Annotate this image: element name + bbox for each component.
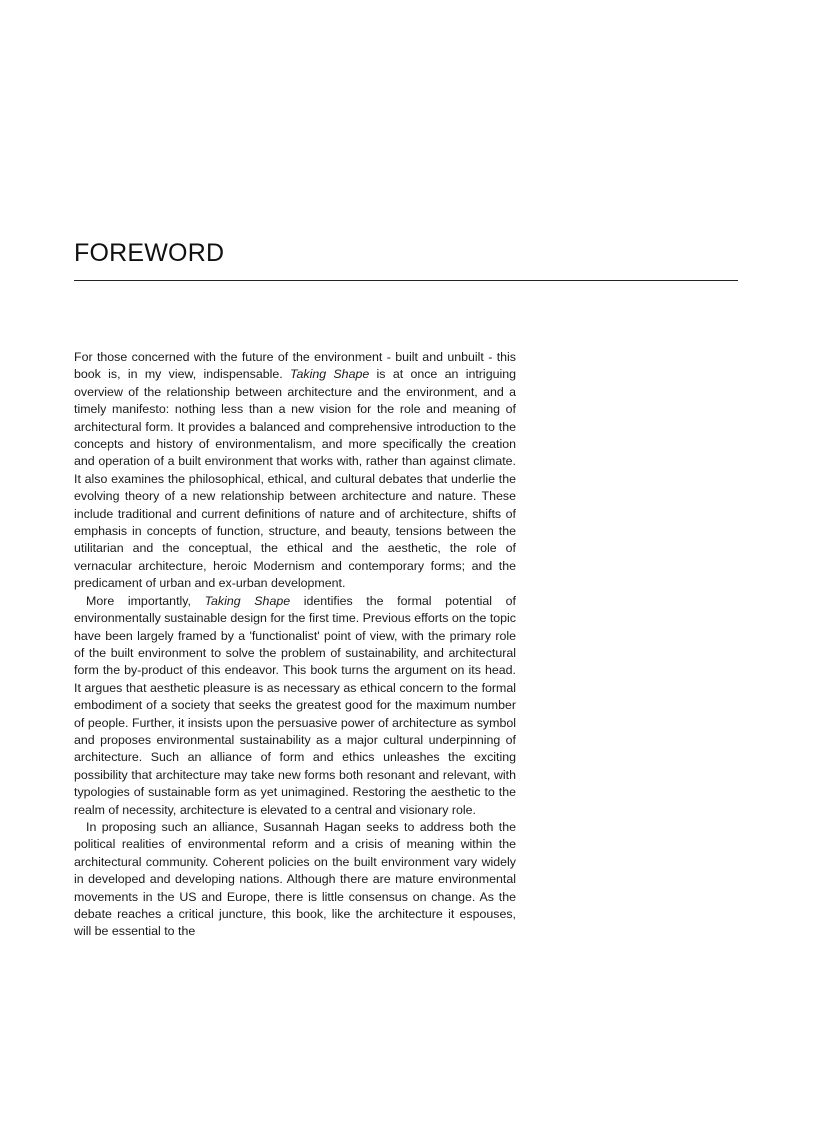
foreword-body <box>74 349 516 941</box>
page-heading: FOREWORD <box>74 239 225 267</box>
paragraph-2-text-cont: identifies the formal potential of environmentally sustainable design for the first time. Previous efforts on the topic have been largely framed by a 'functionalist' point of view, with the primary role of the built environment to solve the problem of sustainability, and architectural form the by-product of this endeavor. This book turns the argument on its head. It argues that aesthetic pleasure is as necessary as ethical concern to the formal embodiment of a society that seeks the greatest good for the maximum number of people. Further, it insists upon the persuasive power of architecture as symbol and proposes environmental sustainability as a major cultural underpinning of architecture. Such an alliance of form and ethics unleashes the exciting possibility that architecture may take new forms both resonant and relevant, with typologies of sustainable form as yet unimagined. Restoring the aesthetic to the realm of necessity, architecture is elevated to a central and visionary role. <box>74 593 516 817</box>
paragraph-3 <box>74 819 516 941</box>
paragraph-2-text: More importantly, <box>86 593 205 608</box>
paragraph-1-text-cont: is at once an intriguing overview of the relationship between architecture and the environment, and a timely manifesto: nothing less than a new vision for the role and meaning of architectural form. It provides a balanced and comprehensive introduction to the concepts and history of environmentalism, and more specifically the creation and operation of a built environment that works with, rather than against climate. It also examines the philosophical, ethical, and cultural debates that underlie the evolving theory of a new relationship between architecture and nature. These include traditional and current definitions of nature and of architecture, shifts of emphasis in concepts of function, structure, and beauty, tensions between the utilitarian and the conceptual, the ethical and the aesthetic, the role of vernacular architecture, heroic Modernism and contemporary forms; and the predicament of urban and ex-urban development. <box>74 367 517 591</box>
paragraph-1-text: For those concerned with the future of the environment - built and unbuilt - this book is, in my view, indispensable. <box>74 350 516 382</box>
paragraph-3-text: In proposing such an alliance, Susannah Hagan seeks to address both the political realities of environmental reform and a crisis of meaning within the architectural community. Coherent policies on the built environment vary widely in developed and developing nations. Although there are mature environmental movements in the US and Europe, there is little consensus on change. As the debate reaches a critical juncture, this book, like the architecture it espouses, will be essential to the <box>74 819 516 939</box>
heading-rule <box>74 280 738 281</box>
paragraph-1 <box>74 349 516 593</box>
paragraph-2 <box>74 593 516 819</box>
book-title-italic: Taking Shape <box>290 367 370 382</box>
book-title-italic: Taking Shape <box>204 593 291 608</box>
